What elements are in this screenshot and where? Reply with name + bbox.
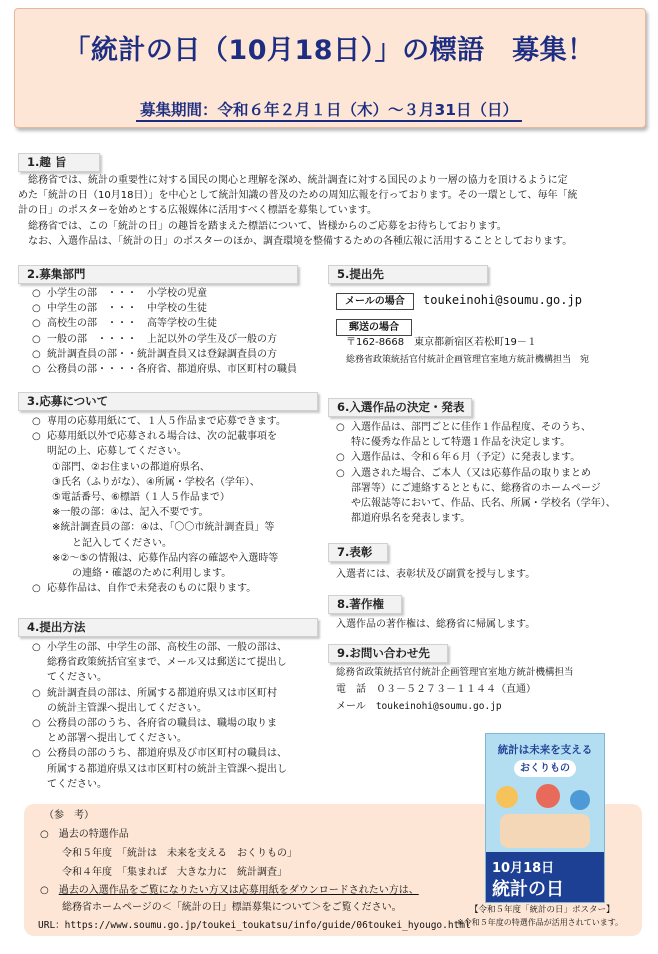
mail-label: メールの場合 [336, 293, 414, 310]
download-note: ○ 過去の入選作品をご覧になりたい方又は応募用紙をダウンロードされたい方は、 [40, 885, 419, 896]
list-item: ○ 応募作品は、自作で未発表のものに限ります。 [32, 581, 322, 596]
poster-illustration [496, 786, 518, 808]
white-circle-icon: ○ [32, 318, 41, 330]
poster-illustration [536, 784, 560, 808]
reference-heading: （参 考） [44, 810, 94, 821]
purpose-line: めた「統計の日（10月18日）」を中心として統計知識の普及のための周知広報を行っております。その一環として、毎年「統 [18, 190, 578, 202]
poster-caption: 【令和５年度「統計の日」ポスター】 [470, 905, 615, 915]
white-circle-icon: ○ [32, 431, 41, 443]
white-circle-icon: ○ [32, 364, 41, 376]
white-circle-icon: ○ [32, 687, 41, 699]
section-heading-submission: 4.提出方法 [18, 618, 318, 637]
post-destination [336, 315, 412, 336]
poster-date: 10月18日 [492, 861, 555, 876]
section-heading-destination: 5.提出先 [328, 265, 488, 284]
white-circle-icon: ○ [32, 288, 41, 299]
white-circle-icon: ○ [32, 348, 41, 360]
submission-text: ○ 小学生の部、中学生の部、高校生の部、一般の部は、 総務省政策統括官室まで、メール又は郵送にて提出し てください。 ○ 統計調査員の部は、所属する都道府県又は市区町村 の統計主管課へ提出してください。 ○ 公務員の部のうち、各府省の職員は、職場の取りま とめ部署へ提出してください。 ○ 公務員の部のうち、都道府県及び市区町村の職員は、 所属する都道府県又は市区町村の統計主管課へ提出し てください。 [32, 642, 287, 790]
white-circle-icon: ○ [32, 416, 41, 427]
section-heading-contact: 9.お問い合わせ先 [328, 644, 448, 663]
list-item: ○ 統計調査員の部・・統計調査員又は登録調査員の方 [32, 347, 322, 362]
section-heading-copyright: 8.著作権 [328, 595, 402, 614]
contact-department: 総務省政策統括官付統計企画管理官室地方統計機構担当 [336, 667, 574, 678]
white-circle-icon: ○ [40, 885, 49, 896]
purpose-line: 計の日」のポスターを始めとする広報媒体に活用すべく標語を募集しています。 [18, 205, 377, 217]
section-heading-award: 7.表彰 [328, 543, 388, 562]
white-circle-icon: ○ [336, 422, 345, 433]
section-heading-categories: 2.募集部門 [18, 265, 298, 284]
list-item: ○ 小学生の部 ・・・ 小学校の児童 [32, 286, 322, 301]
white-circle-icon: ○ [32, 303, 41, 315]
contact-mail: メール toukeinohi@soumu.go.jp [336, 701, 502, 712]
list-item: ○ 専用の応募用紙にて、１人５作品まで応募できます。 [32, 414, 322, 429]
white-circle-icon: ○ [40, 829, 49, 840]
purpose-line: 総務省では、統計の重要性に対する国民の関心と理解を深め、統計調査に対する国民のより一層の協力を頂けるように定 [18, 175, 568, 186]
list-item: ○ 高校生の部 ・・・ 高等学校の生徒 [32, 316, 322, 331]
purpose-line: なお、入選作品は、「統計の日」のポスターのほか、調査環境を整備するための各種広報に活用することとしております。 [18, 235, 573, 247]
white-circle-icon: ○ [32, 333, 41, 345]
section-heading-selection: 6.入選作品の決定・発表 [328, 398, 472, 417]
download-note-2: 総務省ホームページの＜「統計の日」標語募集について＞をご覧ください。 [62, 902, 402, 913]
mail-address[interactable]: toukeinohi@soumu.go.jp [423, 293, 582, 307]
selection-text: ○ 入選作品は、部門ごとに佳作１作品程度、そのうち、 特に優秀な作品として特選１作品を決定します。 ○ 入選作品は、令和６年６月（予定）に発表します。 ○ 入選された場合、ご本人（又は応募作品の取りまとめ 部署等）にご連絡するとともに、総務省のホームページ や広報誌等において、作品、氏名、所属・学校名（学年）、 都道府県名を発表します。 [336, 422, 616, 525]
past-winners-title: ○ 過去の特選作品 [40, 829, 129, 840]
list-item: ○ 中学生の部 ・・・ 中学校の生徒 [32, 301, 322, 316]
post-department: 総務省政策統括官付統計企画管理官室地方統計機構担当 宛 [346, 355, 590, 365]
winner-r5: 令和５年度 「統計は 未来を支える おくりもの」 [62, 848, 297, 859]
section-heading-application: 3.応募について [18, 392, 318, 411]
application-period: 募集期間：令和６年２月１日（木）～３月31日（日） [0, 98, 658, 120]
white-circle-icon: ○ [32, 583, 41, 595]
award-text: 入選者には、表彰状及び副賞を授与します。 [336, 569, 536, 580]
white-circle-icon: ○ [32, 642, 41, 653]
poster-subtitle: おくりもの [514, 760, 576, 777]
section-heading-purpose: 1.趣 旨 [18, 153, 100, 172]
poster-slogan: 統計は未来を支える [497, 744, 593, 756]
application-text: ○ 専用の応募用紙にて、１人５作品まで応募できます。 ○ 応募用紙以外で応募される場合は、次の記載事項を 明記の上、応募してください。 ①部門、②お住まいの都道府県名、 ③氏名（ふりがな）、④所属・学校名（学年）、 ⑤電話番号、⑥標語（１人５作品まで） ※一般の部：④は、記入不要です。 ※統計調査員の部：④は、「〇〇市統計調査員」等 と記入してください。 ※②～⑤の情報は、応募作品内容の確認や入選時等 の連絡・確認のために利用します。 ○ 応募作品は、自作で未発表のものに限ります。 [32, 414, 322, 596]
winner-r4: 令和４年度 「集まれば 大きな力に 統計調査」 [62, 867, 287, 878]
poster-title-panel [486, 852, 604, 902]
white-circle-icon: ○ [32, 718, 41, 730]
white-circle-icon: ○ [336, 452, 345, 464]
list-item: ○ 応募用紙以外で応募される場合は、次の記載事項を [32, 429, 322, 444]
purpose-line: 総務省では、この「統計の日」の趣旨を踏まえた標語について、皆様からのご応募をお待ちしております。 [18, 220, 507, 232]
post-label: 郵送の場合 [336, 319, 412, 336]
poster-illustration [570, 790, 590, 810]
list-item: ○ 一般の部 ・・・・ 上記以外の学生及び一般の方 [32, 332, 322, 347]
poster-name: 統計の日 [492, 879, 564, 900]
white-circle-icon: ○ [32, 748, 41, 760]
post-address: 〒162-8668 東京都新宿区若松町19－１ [346, 337, 537, 348]
poster-illustration [500, 814, 590, 848]
copyright-text: 入選作品の著作権は、総務省に帰属します。 [336, 619, 536, 630]
mail-destination [336, 293, 582, 310]
purpose-text [18, 173, 638, 249]
list-item: ○ 公務員の部・・・・各府省、都道府県、市区町村の職員 [32, 362, 322, 377]
white-circle-icon: ○ [336, 467, 345, 479]
page-title: 「統計の日（10月18日）」の標語 募集！ [63, 35, 595, 66]
poster-image [485, 733, 605, 903]
poster-caption-note: ※令和５年度の特選作品が活用されています。 [457, 918, 624, 927]
reference-url[interactable]: URL：https://www.soumu.go.jp/toukei_toukatsu/info/guide/06toukei_hyougo.html [38, 920, 471, 931]
category-list [32, 286, 322, 377]
contact-phone: 電 話 ０３－５２７３－１１４４（直通） [336, 684, 536, 695]
